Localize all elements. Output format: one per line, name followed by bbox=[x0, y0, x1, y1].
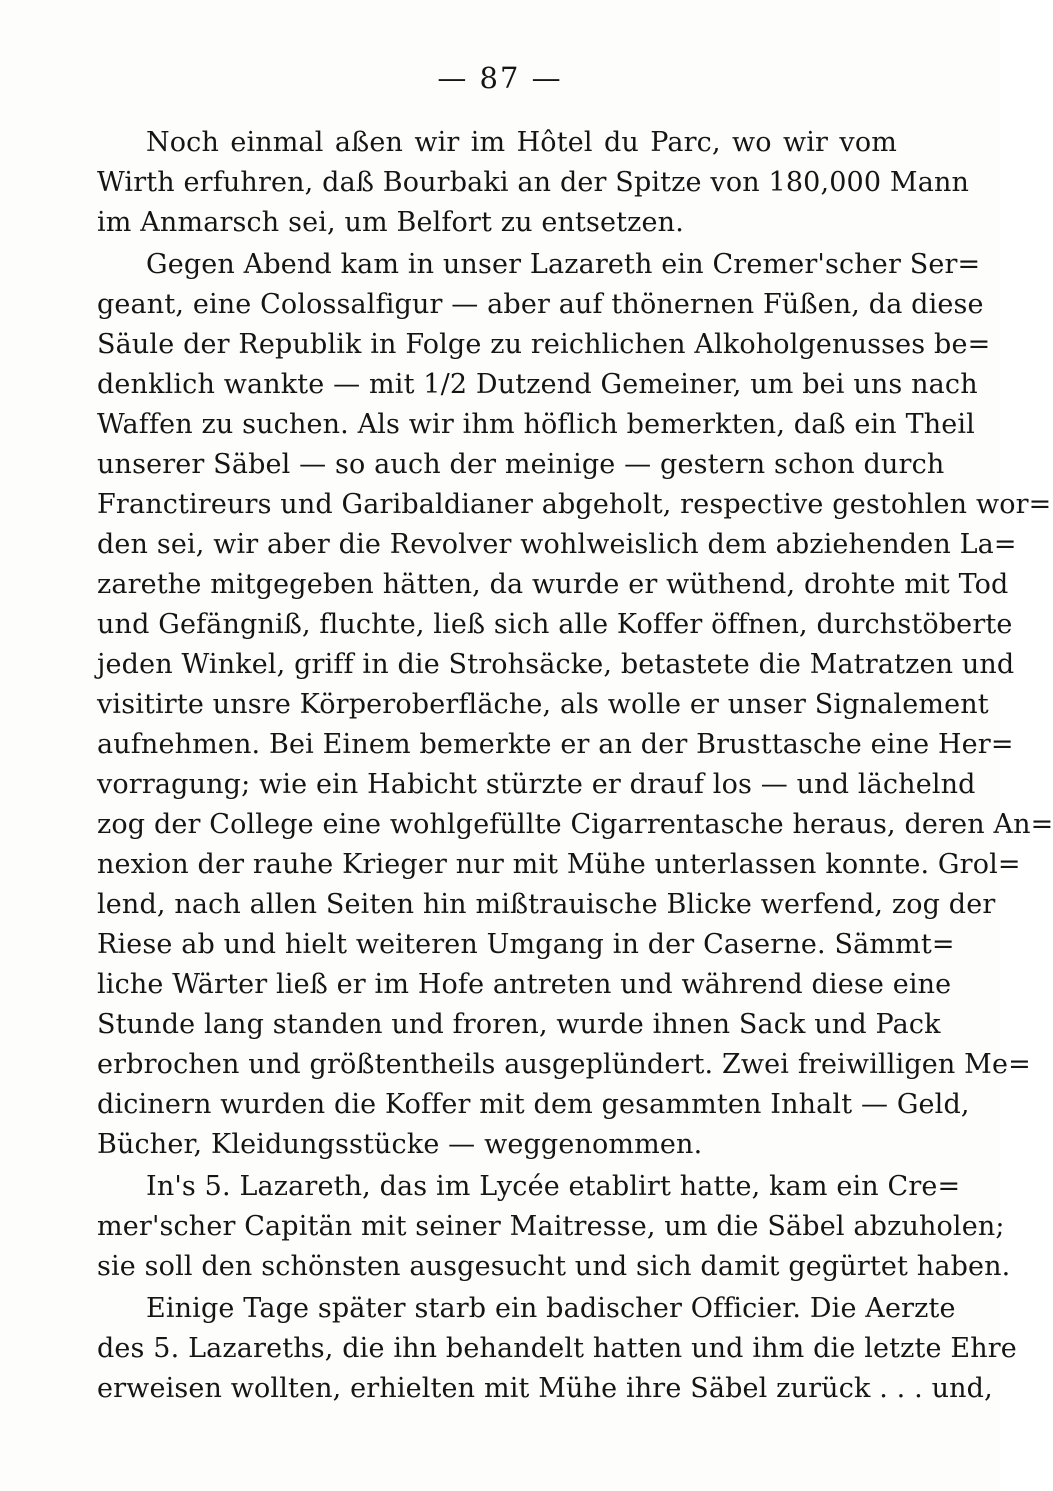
body-text bbox=[97, 123, 1053, 1409]
text-line: dicinern wurden die Koffer mit dem gesammten Inhalt — Geld, bbox=[97, 1089, 970, 1120]
page-number: — 87 — bbox=[437, 61, 563, 95]
text-line: liche Wärter ließ er im Hofe antreten und während diese eine bbox=[97, 969, 952, 1000]
text-line: aufnehmen. Bei Einem bemerkte er an der Brusttasche eine Her= bbox=[97, 729, 1014, 760]
text-line: Waffen zu suchen. Als wir ihm höflich bemerkten, daß ein Theil bbox=[97, 409, 975, 440]
text-line: Wirth erfuhren, daß Bourbaki an der Spitze von 180,000 Mann bbox=[97, 167, 970, 198]
text-line: Bücher, Kleidungsstücke — weggenommen. bbox=[97, 1129, 703, 1160]
text-line: Noch einmal aßen wir im Hôtel du Parc, wo wir vom bbox=[146, 127, 897, 158]
text-line: Riese ab und hielt weiteren Umgang in der Caserne. Sämmt= bbox=[97, 929, 955, 960]
text-line: lend, nach allen Seiten hin mißtrauische Blicke werfend, zog der bbox=[97, 889, 996, 920]
text-line: unserer Säbel — so auch der meinige — gestern schon durch bbox=[97, 449, 945, 480]
text-line: mer'scher Capitän mit seiner Maitresse, um die Säbel abzuholen; bbox=[97, 1211, 1005, 1242]
text-line: visitirte unsre Körperoberfläche, als wolle er unser Signalement bbox=[97, 689, 989, 720]
text-line: Franctireurs und Garibaldianer abgeholt, respective gestohlen wor= bbox=[97, 489, 1052, 520]
text-line: erweisen wollten, erhielten mit Mühe ihre Säbel zurück . . . und, bbox=[97, 1373, 993, 1404]
text-line: Gegen Abend kam in unser Lazareth ein Cremer'scher Ser= bbox=[146, 249, 981, 280]
text-line: erbrochen und größtentheils ausgeplündert. Zwei freiwilligen Me= bbox=[97, 1049, 1031, 1080]
text-line: denklich wankte — mit 1/2 Dutzend Gemeiner, um bei uns nach bbox=[97, 369, 978, 400]
text-line: des 5. Lazareths, die ihn behandelt hatten und ihm die letzte Ehre bbox=[97, 1333, 1017, 1364]
text-line: jeden Winkel, griff in die Strohsäcke, betastete die Matratzen und bbox=[97, 649, 1015, 680]
text-line: und Gefängniß, fluchte, ließ sich alle Koffer öffnen, durchstöberte bbox=[97, 609, 1013, 640]
text-line: nexion der rauhe Krieger nur mit Mühe unterlassen konnte. Grol= bbox=[97, 849, 1021, 880]
text-line: den sei, wir aber die Revolver wohlweislich dem abziehenden La= bbox=[97, 529, 1017, 560]
text-line: Säule der Republik in Folge zu reichlichen Alkoholgenusses be= bbox=[97, 329, 991, 360]
text-line: geant, eine Colossalfigur — aber auf thönernen Füßen, da diese bbox=[97, 289, 984, 320]
text-line: In's 5. Lazareth, das im Lycée etablirt hatte, kam ein Cre= bbox=[146, 1171, 961, 1202]
text-line: im Anmarsch sei, um Belfort zu entsetzen. bbox=[97, 207, 684, 238]
text-line: zarethe mitgegeben hätten, da wurde er wüthend, drohte mit Tod bbox=[97, 569, 1009, 600]
text-line: sie soll den schönsten ausgesucht und sich damit gegürtet haben. bbox=[97, 1251, 1011, 1282]
text-line: Stunde lang standen und froren, wurde ihnen Sack und Pack bbox=[97, 1009, 941, 1040]
text-line: vorragung; wie ein Habicht stürzte er drauf los — und lächelnd bbox=[97, 769, 976, 800]
text-line: Einige Tage später starb ein badischer Officier. Die Aerzte bbox=[146, 1293, 956, 1324]
text-line: zog der College eine wohlgefüllte Cigarrentasche heraus, deren An= bbox=[97, 809, 1053, 840]
